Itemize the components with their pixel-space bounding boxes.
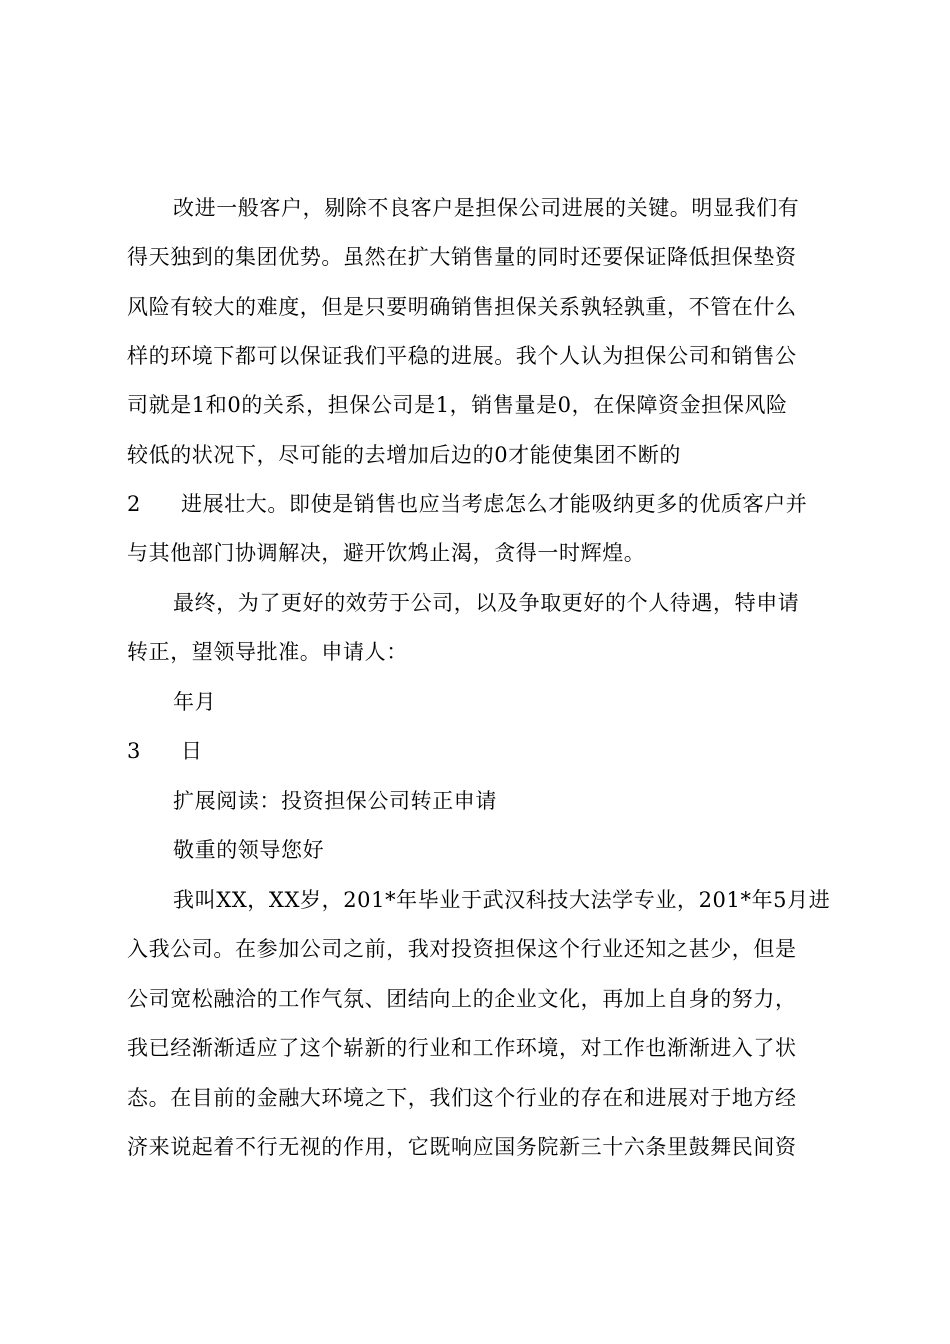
greeting: 敬重的领导您好 [173, 838, 325, 862]
paragraph-line: 转正，望领导批准。申请人： [127, 640, 408, 664]
paragraph-line: 公司宽松融洽的工作气氛、团结向上的企业文化，再加上自身的努力， [127, 987, 797, 1011]
date-day: 日 [181, 739, 203, 763]
paragraph-line: 我已经渐渐适应了这个崭新的行业和工作环境，对工作也渐渐进入了状 [127, 1036, 797, 1060]
paragraph-line: 我叫XX，XX岁，201*年毕业于武汉科技大法学专业，201*年5月进 [173, 888, 831, 912]
paragraph-line: 得天独到的集团优势。虽然在扩大销售量的同时还要保证降低担保垫资 [127, 245, 797, 269]
numbered-line [127, 492, 833, 516]
paragraph-line: 与其他部门协调解决，避开饮鸩止渴，贪得一时辉煌。 [127, 541, 646, 565]
paragraph-line: 济来说起着不行无视的作用，它既响应国务院新三十六条里鼓舞民间资 [127, 1135, 797, 1159]
page-number: 3 [127, 739, 141, 763]
paragraph-line: 改进一般客户，剔除不良客户是担保公司进展的关键。明显我们有 [173, 196, 800, 220]
extended-reading-heading: 扩展阅读：投资担保公司转正申请 [173, 789, 497, 813]
paragraph-line: 较低的状况下，尽可能的去增加后边的0才能使集团不断的 [127, 443, 681, 467]
paragraph-line: 进展壮大。即使是销售也应当考虑怎么才能吸纳更多的优质客户并 [181, 492, 808, 516]
paragraph-line: 入我公司。在参加公司之前，我对投资担保这个行业还知之甚少，但是 [127, 937, 797, 961]
paragraph-line: 司就是1和0的关系，担保公司是1，销售量是0，在保障资金担保风险 [127, 393, 788, 417]
page-number: 2 [127, 492, 141, 516]
numbered-line [127, 739, 833, 763]
paragraph-line: 风险有较大的难度，但是只要明确销售担保关系孰轻孰重，不管在什么 [127, 295, 797, 319]
date-year-month: 年月 [173, 690, 217, 714]
paragraph-line: 最终，为了更好的效劳于公司，以及争取更好的个人待遇，特申请 [173, 591, 800, 615]
paragraph-line: 样的环境下都可以保证我们平稳的进展。我个人认为担保公司和销售公 [127, 344, 797, 368]
paragraph-line: 态。在目前的金融大环境之下，我们这个行业的存在和进展对于地方经 [127, 1086, 797, 1110]
